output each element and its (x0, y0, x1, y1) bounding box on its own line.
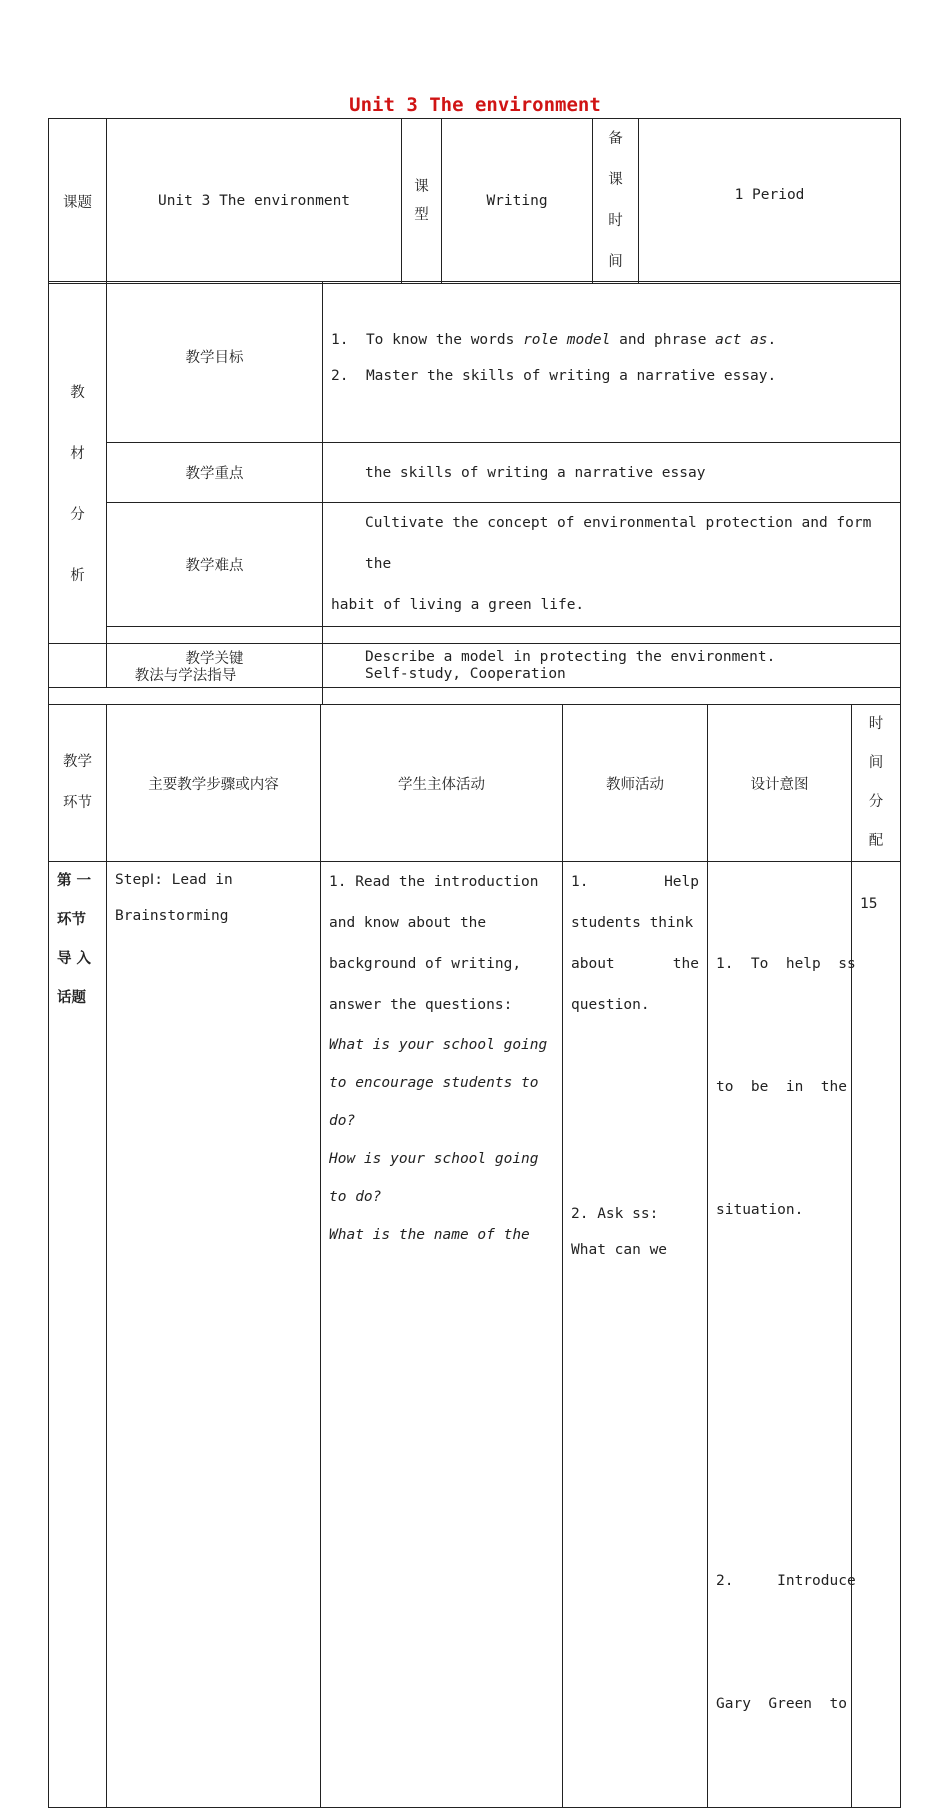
analysis-char: 教 (70, 384, 85, 401)
difficulties-value (323, 503, 901, 627)
step-line: Brainstorming (115, 908, 229, 924)
student-question-line: How is your school going (329, 1151, 539, 1167)
prep-time-char: 间 (608, 254, 623, 270)
design-line: situation. (716, 1202, 804, 1218)
steps-header: 主要教学步骤或内容 (107, 705, 321, 862)
analysis-table (48, 281, 901, 688)
methods-table (48, 643, 901, 705)
methods-label: 教法与学法指导 (49, 644, 323, 705)
time-header-char: 配 (868, 833, 884, 849)
stage-header-line: 环节 (63, 795, 92, 811)
stage1-steps (107, 862, 321, 1808)
stage1-label (49, 862, 107, 1808)
teacher-line: 2. Ask ss: (571, 1206, 659, 1222)
objective-2: 2. Master the skills of writing a narrative essay. (331, 368, 777, 384)
difficulties-label: 教学难点 (107, 503, 323, 627)
time-header-char: 间 (868, 755, 884, 771)
stage1-label-line: 导 入 (57, 951, 92, 967)
key-label: 教学关键 (107, 627, 323, 688)
prep-time-char: 备 (608, 131, 623, 147)
stage1-label-line: 环节 (57, 912, 86, 928)
objective-1: 1. To know the words role model and phrase act as. (331, 332, 777, 348)
step-line: StepⅠ: Lead in (115, 872, 233, 888)
student-line: and know about the (329, 915, 487, 931)
design-line: Gary Green to (716, 1696, 847, 1712)
prep-time-char: 课 (608, 172, 623, 188)
stage-header (49, 705, 107, 862)
topic-value: Unit 3 The environment (107, 119, 402, 284)
teacher-line: What can we (571, 1242, 668, 1258)
objectives-label: 教学目标 (107, 282, 323, 443)
analysis-char: 分 (70, 506, 85, 523)
student-line: 1. Read the introduction (329, 874, 539, 890)
student-header: 学生主体活动 (321, 705, 563, 862)
type-value: Writing (442, 119, 593, 284)
stage1-design (708, 862, 856, 1808)
stage1-label-line: 话题 (57, 990, 86, 1006)
key-value: Describe a model in protecting the environment. (323, 627, 901, 688)
header-table (48, 118, 901, 284)
teacher-header: 教师活动 (563, 705, 708, 862)
student-question-line: What is your school going (329, 1037, 548, 1053)
stage1-label-line: 第 一 (57, 873, 92, 889)
prep-time-label (593, 119, 639, 284)
prep-time-value: 1 Period (639, 119, 901, 284)
stage-header-line: 教学 (63, 754, 92, 770)
time-header-char: 时 (868, 716, 884, 732)
teacher-line: students think (571, 915, 694, 931)
topic-label: 课题 (49, 119, 107, 284)
stage1-student (321, 862, 563, 1808)
analysis-char: 材 (70, 445, 85, 462)
key-points-label: 教学重点 (107, 443, 323, 503)
type-label-char: 型 (414, 207, 429, 223)
student-question-line: do? (329, 1113, 356, 1129)
student-line: background of writing, (329, 956, 522, 972)
process-table (48, 704, 901, 1808)
design-line: to be in the (716, 1079, 847, 1095)
stage1-teacher: 1. Help students think about the question. 2. Ask ss: What can we (563, 862, 708, 1808)
student-question-line: to encourage students to (329, 1075, 539, 1091)
teacher-line: question. (571, 997, 650, 1013)
time-header (852, 705, 901, 862)
difficulties-line: Cultivate the concept of environmental protection and form the (365, 515, 872, 572)
key-points-value: the skills of writing a narrative essay (323, 443, 901, 503)
time-header-char: 分 (868, 794, 884, 810)
term-role-model: role model (523, 332, 611, 348)
design-header: 设计意图 (708, 705, 852, 862)
type-label (402, 119, 442, 284)
student-question-line: What is the name of the (329, 1227, 530, 1243)
objectives-cell (323, 282, 901, 443)
difficulties-line: habit of living a green life. (331, 597, 585, 613)
student-line: answer the questions: (329, 997, 513, 1013)
prep-time-char: 时 (608, 213, 623, 229)
type-label-char: 课 (414, 179, 429, 195)
analysis-char: 析 (70, 567, 85, 584)
student-question-line: to do? (329, 1189, 382, 1205)
page-title: Unit 3 The environment (349, 94, 601, 116)
stage1-time: 15 (852, 862, 901, 1808)
design-line: 2. Introduce (716, 1573, 856, 1589)
analysis-section-label (49, 282, 107, 688)
term-act-as: act as (715, 332, 768, 348)
design-line: 1. To help ss (716, 956, 856, 972)
methods-value: Self-study, Cooperation (323, 644, 901, 705)
